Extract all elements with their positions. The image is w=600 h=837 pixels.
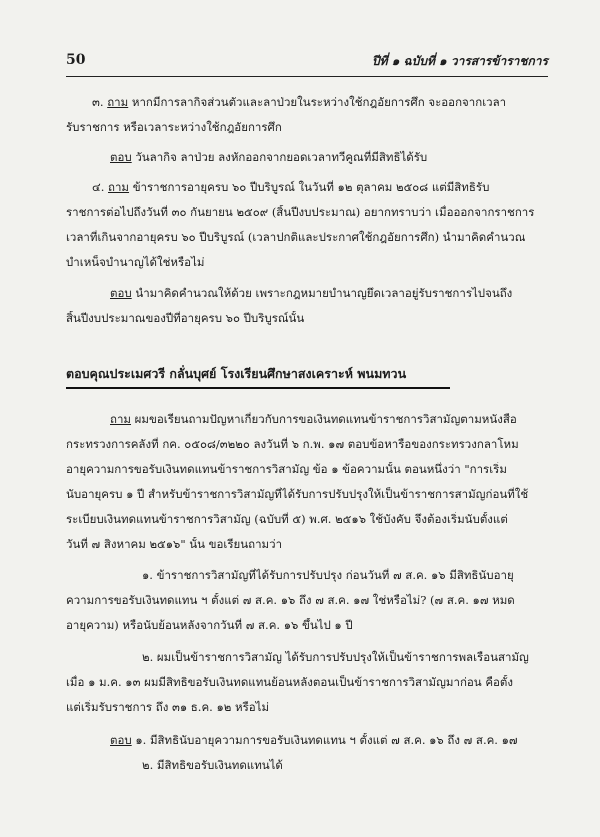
running-title: ปีที่ ๑ ฉบับที่ ๑ วารสารข้าราชการ — [372, 54, 548, 68]
question-3 — [92, 95, 548, 109]
question-label: ถาม — [110, 412, 132, 426]
answer-4 — [110, 286, 548, 300]
question-number: ๔. — [92, 180, 105, 194]
sub-question-text-continued: ความการขอรับเงินทดแทน ฯ ตั้งแต่ ๗ ส.ค. ๑๖ ถึง ๗ ส.ค. ๑๗ ใช่หรือไม่? (๗ ส.ค. ๑๗ หมด — [66, 593, 515, 607]
page-number: 50 — [66, 52, 86, 68]
answer-text: ๑. มีสิทธินับอายุความการขอรับเงินทดแทน ฯ ตั้งแต่ ๗ ส.ค. ๑๖ ถึง ๗ ส.ค. ๑๗ — [135, 733, 518, 747]
answer-3 — [110, 150, 548, 164]
question-text-continued: บำเหน็จบำนาญได้ใช่หรือไม่ — [66, 255, 205, 269]
answer-text-continued: สิ้นปีงบประมาณของปีที่อายุครบ ๖๐ ปีบริบูรณ์นั้น — [66, 311, 305, 325]
question-number: ๓. — [92, 95, 104, 109]
question-text: ข้าราชการอายุครบ ๖๐ ปีบริบูรณ์ ในวันที่ ๑๒ ตุลาคม ๒๕๐๘ แต่มีสิทธิรับ — [132, 180, 490, 194]
question-text: หากมีการลากิจส่วนตัวและลาป่วยในระหว่างใช้กฎอัยการศึก จะออกจากเวลา — [131, 95, 507, 109]
answer-text: นำมาคิดคำนวณให้ด้วย เพราะกฎหมายบำนาญยึดเวลาอยู่รับราชการไปจนถึง — [135, 286, 513, 300]
sub-question-text-continued: อายุความ) หรือนับย้อนหลังจากวันที่ ๗ ส.ค. ๑๖ ขึ้นไป ๑ ปี — [66, 618, 353, 632]
question-text-continued: รับราชการ หรือเวลาระหว่างใช้กฎอัยการศึก — [66, 120, 282, 134]
answer-label: ตอบ — [110, 150, 132, 164]
header-rule — [66, 76, 548, 77]
question-main — [110, 412, 548, 426]
question-text-continued: วันที่ ๗ สิงหาคม ๒๕๑๖" นั้น ขอเรียนถามว่า — [66, 537, 283, 551]
answer-main — [110, 733, 548, 747]
question-text-continued: เวลาที่เกินจากอายุครบ ๖๐ ปีบริบูรณ์ (เวลาปกติและประกาศใช้กฎอัยการศึก) นำมาคิดคำนวณ — [66, 230, 526, 244]
sub-question-2: ๒. ผมเป็นข้าราชการวิสามัญ ได้รับการปรับปรุงให้เป็นข้าราชการพลเรือนสามัญ — [142, 650, 529, 664]
page-header — [66, 52, 548, 74]
question-text-continued: ราชการต่อไปถึงวันที่ ๓๐ กันยายน ๒๕๐๙ (สิ้นปีงบประมาณ) อยากทราบว่า เมื่อออกจากราชการ — [66, 205, 535, 219]
answer-text: วันลากิจ ลาป่วย ลงหักออกจากยอดเวลาทวีคูณที่มีสิทธิได้รับ — [135, 150, 428, 164]
question-4 — [92, 180, 548, 194]
sub-question-text-continued: เมื่อ ๑ ม.ค. ๑๓ ผมมีสิทธิขอรับเงินทดแทนย้อนหลังตอนเป็นข้าราชการวิสามัญมาก่อน คือตั้ง — [66, 675, 514, 689]
answer-text-item-2: ๒. มีสิทธิขอรับเงินทดแทนได้ — [142, 758, 283, 772]
question-text-continued: ระเบียบเงินทดแทนข้าราชการวิสามัญ (ฉบับที่ ๕) พ.ศ. ๒๕๑๖ ใช้บังคับ จึงต้องเริ่มนับตั้งแต่ — [66, 512, 508, 526]
question-text-continued: อายุความการขอรับเงินทดแทนข้าราชการวิสามัญ ข้อ ๑ ข้อความนั้น ตอนหนึ่งว่า "การเริ่ม — [66, 462, 507, 476]
question-text-continued: กระทรวงการคลังที่ กค. ๐๕๐๘/๓๒๒๐ ลงวันที่ ๖ ก.พ. ๑๗ ตอบข้อหารือของกระทรวงกลาโหม — [66, 437, 519, 451]
question-text-continued: นับอายุครบ ๑ ปี สำหรับข้าราชการวิสามัญที่ได้รับการปรับปรุงให้เป็นข้าราชการสามัญก่อนที่ใช้ — [66, 487, 529, 501]
answer-label: ตอบ — [110, 733, 132, 747]
sub-question-text-continued: แต่เริ่มรับราชการ ถึง ๓๑ ธ.ค. ๑๒ หรือไม่ — [66, 700, 270, 714]
answer-label: ตอบ — [110, 286, 132, 300]
section-heading: ตอบคุณประเมศวรี กลั่นบุศย์ โรงเรียนศึกษาสงเคราะห์ พนมทวน — [66, 364, 450, 389]
sub-question-1: ๑. ข้าราชการวิสามัญที่ได้รับการปรับปรุง ก่อนวันที่ ๗ ส.ค. ๑๖ มีสิทธินับอายุ — [142, 568, 514, 582]
question-label: ถาม — [107, 95, 129, 109]
question-text: ผมขอเรียนถามปัญหาเกี่ยวกับการขอเงินทดแทนข้าราชการวิสามัญตามหนังสือ — [134, 412, 517, 426]
question-label: ถาม — [108, 180, 130, 194]
